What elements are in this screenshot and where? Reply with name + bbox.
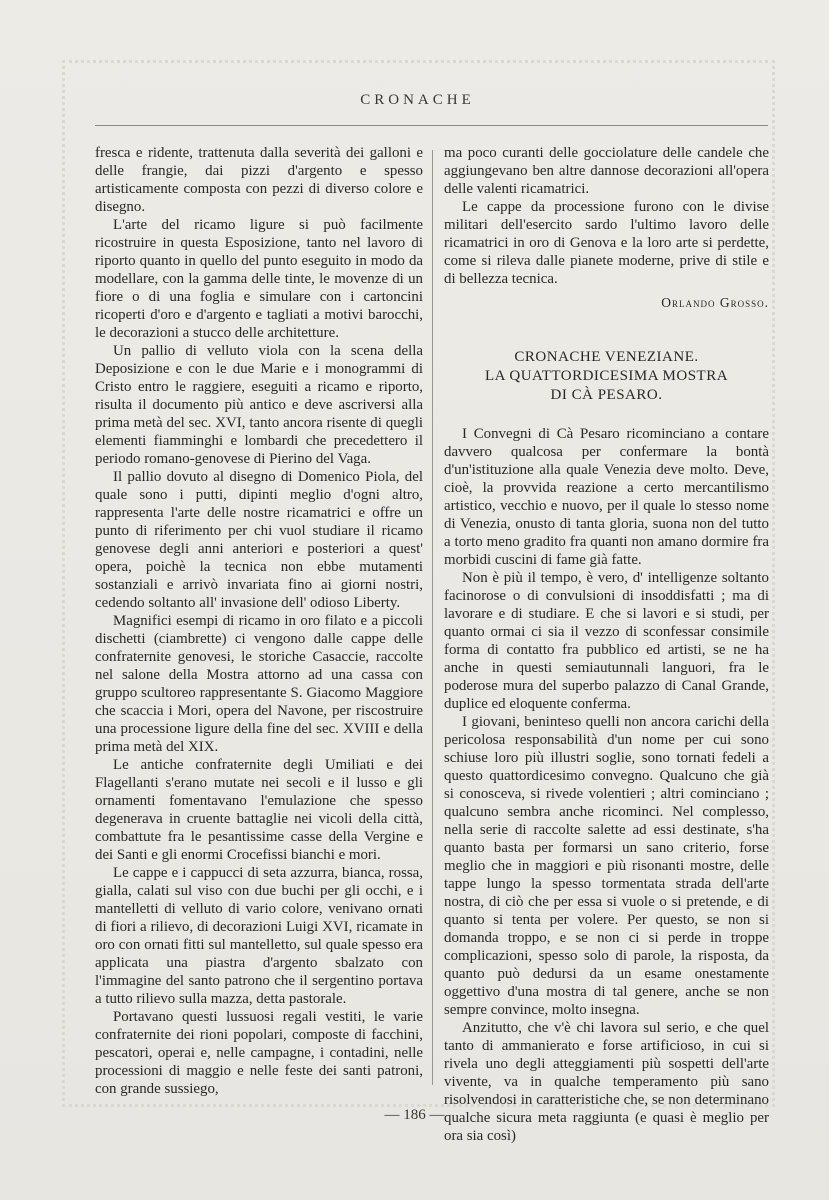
paragraph: Anzitutto, che v'è chi lavora sul serio, e che quel tanto di ammanierato e forse artificioso, in cui si rivela uno degli atteggiamenti più sospetti dell'arte vivente, va in qualche temperamento più sano risolvendosi in caratteristiche che, se non determinano qualche sicura meta raggiunta (e quasi è meglio per ora sia così) (444, 1020, 769, 1144)
paragraph: I giovani, beninteso quelli non ancora carichi della pericolosa responsabilità d'un nome per cui sono schiuse loro più illustri soglie, sono tornati fedeli a questo quattordicesimo convegno. Qualcuno che già si conosceva, si rivede volentieri ; altri cominciano ; qualcuno sembra anche ricominci. Nel complesso, nella serie di raccolte salette ad essi destinate, s'ha quanto basta per formarsi un sano criterio, forse meglio che in maggiori e più risonanti mostre, delle tappe lungo la spesso tormentata strada dell'arte nostra, di ciò che per essa si vuole o si pretende, e di quanto si tenta per volere. Per questo, se non si domanda troppo, e se non ci si perde in troppe complicazioni, spesso solo di parole, la risposta, da quanto può dedursi da un esame onestamente oggettivo d'una mostra di tal genere, anche se non sempre convince, molto insegna. (444, 714, 769, 1018)
section-title (444, 348, 769, 405)
paragraph: Le cappe da processione furono con le divise militari dell'esercito sardo l'ultimo lavoro delle ricamatrici in oro di Genova e la loro arte si perdette, come si rileva dalle pianete moderne, prive di stile e di bellezza tecnica. (444, 199, 769, 287)
paragraph: Un pallio di velluto viola con la scena della Deposizione e con le due Marie e i monogrammi di Cristo entro le raggiere, eseguiti a ricamo e riporto, risulta il documento più antico e deve ascriversi alla prima metà del sec. XVI, tanto ancora risente di quegli elementi fiamminghi e lombardi che precedettero il periodo romano-genovese di Pierino del Vaga. (95, 343, 423, 467)
paragraph: Il pallio dovuto al disegno di Domenico Piola, del quale sono i putti, dipinti meglio d'ogni altro, rappresenta l'arte delle nostre ricamatrici e offre un punto di riferimento per chi vuol studiare il ricamo genovese degli anni anteriori e posteriori a quest' opera, poichè la tecnica non ebbe mutamenti sostanziali e arrivò invariata fino ai giorni nostri, cedendo soltanto all' invasione dell' odioso Liberty. (95, 469, 423, 611)
paragraph: Le cappe e i cappucci di seta azzurra, bianca, rossa, gialla, calati sul viso con due buchi per gli occhi, e i mantelletti di velluto di vario colore, venivano ornati di fiori a rilievo, di decorazioni Luigi XVI, ricamate in oro con ornati fitti sul mantelletto, sul quale spesso era applicata una piastra d'argento sbalzato con l'immagine del santo patrono che il sergentino portava a tutto rilievo sulla mazza, detta pastorale. (95, 865, 423, 1007)
paragraph: ma poco curanti delle gocciolature delle candele che aggiungevano ben altre dannose decorazioni all'opera delle valenti ricamatrici. (444, 145, 769, 197)
left-column (95, 144, 423, 1097)
section-title-line: LA QUATTORDICESIMA MOSTRA (484, 368, 729, 384)
paragraph: Non è più il tempo, è vero, d' intelligenze soltanto facinorose o di convulsioni di insoddisfatti ; ma di lavorare e di studiare. E che si lavori e si studi, per quanto ormai ci sia il vezzo di sconfessar consimile forma di contatto fra pubblico ed artisti, se ne ha anche in questi semiautunnali languori, fra le poderose mura del superbo palazzo di Canal Grande, duplice ed eloquente conferma. (444, 570, 769, 712)
page-number: — 186 — (384, 1107, 445, 1123)
author-signature: Orlando Grosso. (661, 295, 769, 310)
paragraph: Portavano questi lussuosi regali vestiti, le varie confraternite dei rioni popolari, composte di facchini, pescatori, operai e, nelle campagne, i contadini, nelle processioni di maggio e nelle feste dei santi patroni, con grande sussiego, (95, 1009, 423, 1097)
paragraph: L'arte del ricamo ligure si può facilmente ricostruire in questa Esposizione, tanto nel lavoro di riporto quanto in quello del punto eseguito in modo da modellare, con la gamma delle tinte, le movenze di un fiore o di una foglia e simulare con i cartoncini ricoperti d'oro e d'argento e tagliati a motivi barocchi, le decorazioni a stucco delle architetture. (95, 217, 423, 341)
right-column (444, 144, 769, 1144)
paragraph: Magnifici esempi di ricamo in oro filato e a piccoli dischetti (ciambrette) ci vengono dalle cappe delle confraternite genovesi, le storiche Casaccie, raccolte nel salone della Mostra attorno ad una cassa con gruppo scultoreo rappresentante S. Giacomo Maggiore che scaccia i Mori, opera del Navone, per riscostruire una processione ligure della fine del sec. XVIII e della prima metà del XIX. (95, 613, 423, 755)
section-title-line: CRONACHE VENEZIANE. (514, 349, 699, 365)
section-title-line: DI CÀ PESARO. (550, 387, 663, 403)
column-divider (432, 150, 433, 1085)
paragraph: I Convegni di Cà Pesaro ricominciano a contare davvero qualcosa per confermare la bontà d'un'istituzione alla quale Venezia deve molto. Deve, cioè, la provvida reazione a certo mercantilismo artistico, vecchio e nuovo, per il quale lo stesso nome di Venezia, onusto di tanta gloria, suona non del tutto a torto meno gradito fra quanti non amano dormire fra morbidi cuscini di fame già fatte. (444, 426, 769, 568)
header-rule (95, 125, 768, 126)
paragraph: Le antiche confraternite degli Umiliati e dei Flagellanti s'erano mutate nei secoli e il lusso e gli ornamenti fomentavano l'emulazione che spesso degenerava in cruente battaglie nei vicoli della città, combattute fra le pesantissime casse della Vergine e dei Santi e gli enormi Crocefissi bianchi e mori. (95, 757, 423, 863)
paragraph: fresca e ridente, trattenuta dalla severità dei galloni e delle frangie, dai pizzi d'argento e spesso artisticamente composta con pezzi di diverso colore e disegno. (95, 145, 423, 215)
running-header: CRONACHE (360, 92, 475, 108)
